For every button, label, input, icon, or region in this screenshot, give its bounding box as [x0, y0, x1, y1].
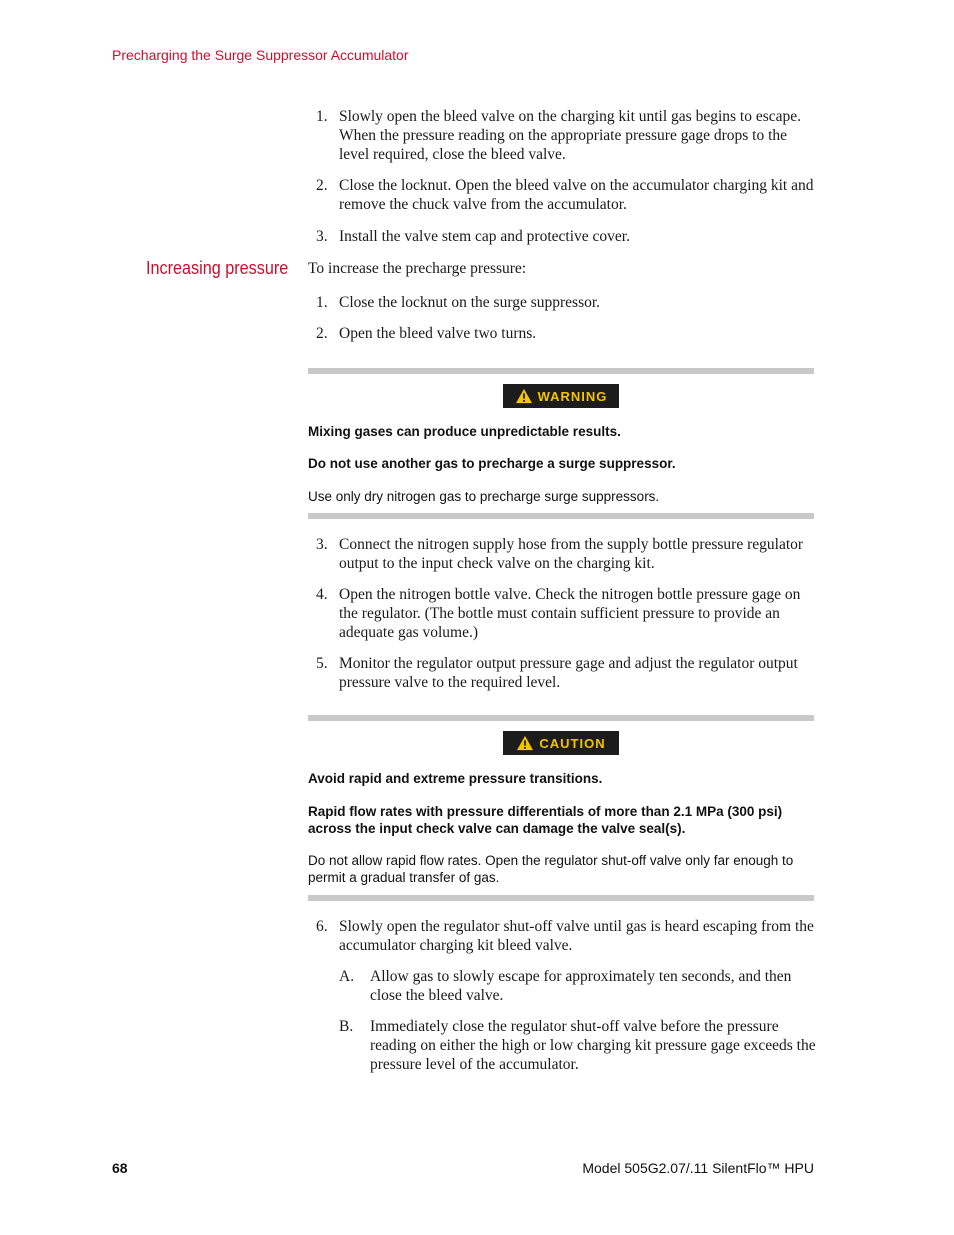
list-text: Monitor the regulator output pressure gage and adjust the regulator output pressure valve to the required level. — [339, 655, 798, 691]
warning-line-1: Mixing gases can produce unpredictable results. — [308, 424, 621, 439]
page-number: 68 — [112, 1160, 128, 1176]
list-text: Open the bleed valve two turns. — [339, 325, 537, 342]
section-heading: Increasing pressure — [146, 258, 289, 278]
caution-line-1: Avoid rapid and extreme pressure transitions. — [308, 771, 603, 786]
sublist-letter: A. — [339, 968, 355, 985]
list-number: 2. — [316, 325, 328, 342]
sublist-text: Immediately close the regulator shut-off valve before the pressure reading on either the high or low charging kit pressure gage exceeds the pressure level of the accumulator. — [370, 1018, 816, 1073]
caution-bottom-rule — [308, 895, 814, 901]
warning-triangle-icon — [515, 388, 533, 404]
warning-top-rule — [308, 368, 814, 374]
list-number: 3. — [316, 228, 328, 245]
warning-line-2: Do not use another gas to precharge a surge suppressor. — [308, 456, 676, 471]
list-text: Install the valve stem cap and protective cover. — [339, 228, 630, 245]
sublist-letter: B. — [339, 1018, 354, 1035]
list-number: 4. — [316, 586, 328, 603]
list-number: 1. — [316, 108, 328, 125]
caution-top-rule — [308, 715, 814, 721]
caution-line-2: Rapid flow rates with pressure differentials of more than 2.1 MPa (300 psi) across the input check valve can damage the valve seal(s). — [308, 804, 783, 836]
caution-line-3: Do not allow rapid flow rates. Open the regulator shut-off valve only far enough to permit a gradual transfer of gas. — [308, 853, 794, 885]
list-text: Close the locknut. Open the bleed valve on the accumulator charging kit and remove the chuck valve from the accumulator. — [339, 177, 814, 213]
warning-bottom-rule — [308, 513, 814, 519]
list-number: 5. — [316, 655, 328, 672]
list-number: 6. — [316, 918, 328, 935]
warning-badge — [503, 384, 619, 408]
list-number: 1. — [316, 294, 328, 311]
section-intro: To increase the precharge pressure: — [308, 260, 527, 277]
list-text: Slowly open the bleed valve on the charging kit until gas begins to escape. When the pressure reading on the appropriate pressure gage drops to the level required, close the bleed valve. — [339, 108, 802, 163]
sublist-text: Allow gas to slowly escape for approximately ten seconds, and then close the bleed valve. — [370, 968, 792, 1004]
footer-model: Model 505G2.07/.11 SilentFlo™ HPU — [582, 1160, 814, 1176]
caution-label: CAUTION — [539, 735, 606, 751]
warning-triangle-icon — [516, 735, 534, 751]
list-number: 3. — [316, 536, 328, 553]
list-text: Close the locknut on the surge suppressor. — [339, 294, 601, 311]
list-text: Slowly open the regulator shut-off valve until gas is heard escaping from the accumulator charging kit bleed valve. — [339, 918, 814, 954]
list-number: 2. — [316, 177, 328, 194]
caution-badge — [503, 731, 619, 755]
list-text: Open the nitrogen bottle valve. Check the nitrogen bottle pressure gage on the regulator. (The bottle must contain sufficient pressure to provide an adequate gas volume.) — [339, 586, 801, 641]
list-text: Connect the nitrogen supply hose from the supply bottle pressure regulator output to the input check valve on the charging kit. — [339, 536, 804, 572]
warning-label: WARNING — [537, 388, 608, 404]
warning-line-3: Use only dry nitrogen gas to precharge surge suppressors. — [308, 489, 660, 504]
running-header: Precharging the Surge Suppressor Accumulator — [112, 47, 409, 63]
